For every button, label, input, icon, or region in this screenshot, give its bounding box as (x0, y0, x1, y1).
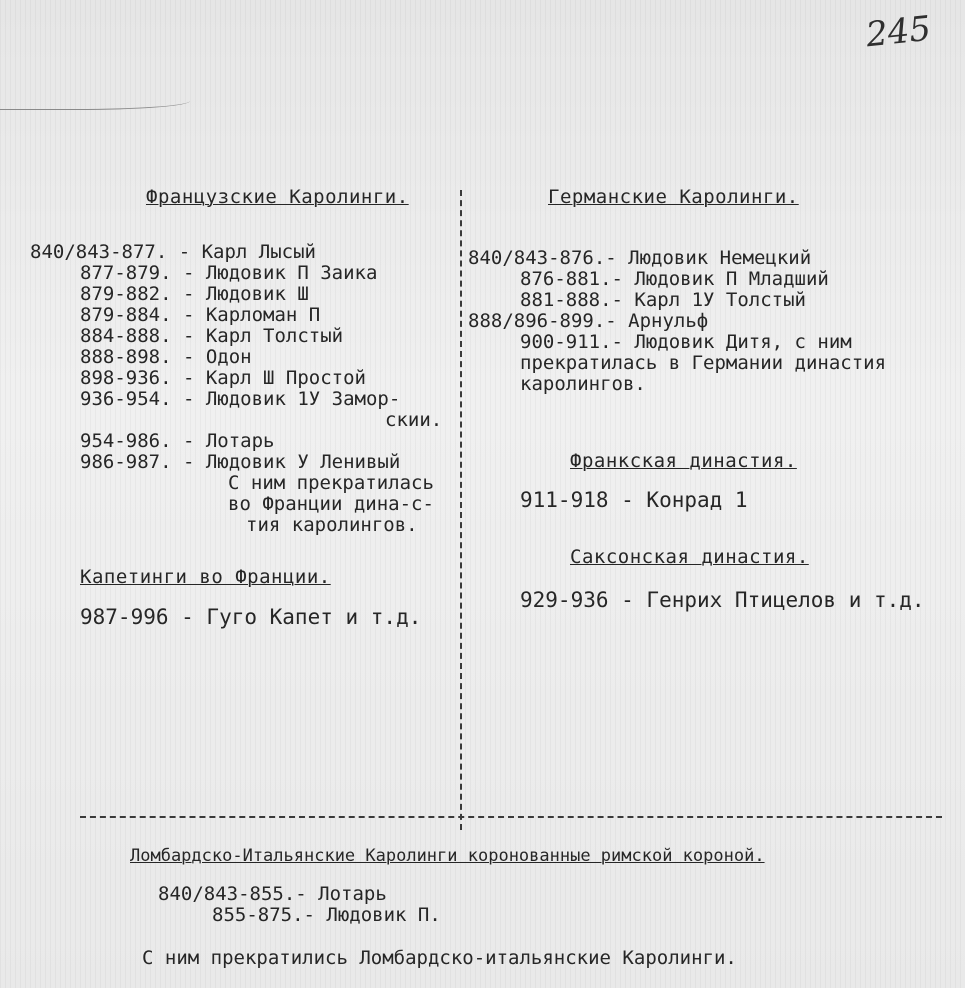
german-entry: 888/896-899.- Арнульф (468, 310, 709, 332)
french-entry: 884-888. - Карл Толстый (80, 325, 344, 347)
french-entry-continuation: тия каролингов. (246, 514, 418, 536)
french-entry: 840/843-877. - Карл Лысый (30, 241, 316, 263)
capetians-entry: 987-996 - Гуго Капет и т.д. (80, 605, 422, 629)
lombard-entry: 840/843-855.- Лотарь (158, 883, 387, 905)
lombard-entry: 855-875.- Людовик П. (212, 904, 441, 926)
french-entry: 888-898. - Одон (80, 346, 252, 368)
german-entry-continuation: прекратилась в Германии династия (520, 352, 887, 374)
saxon-dynasty-entry: 929-936 - Генрих Птицелов и т.д. (520, 588, 925, 612)
german-entry: 840/843-876.- Людовик Немецкий (468, 247, 812, 269)
french-entry: 879-884. - Карломан П (80, 304, 321, 326)
page-number: 245 (864, 8, 933, 56)
french-entry: 986-987. - Людовик У Ленивый (80, 451, 401, 473)
german-entry: 881-888.- Карл 1У Толстый (520, 289, 806, 311)
frankish-dynasty-entry: 911-918 - Конрад 1 (520, 488, 748, 512)
french-entry: 954-986. - Лотарь (80, 430, 275, 452)
lombard-footer-note: С ним прекратились Ломбардско-итальянские Каролинги. (142, 947, 737, 969)
german-carolingians-heading: Германские Каролинги. (548, 186, 799, 208)
french-entry: 879-882. - Людовик Ш (80, 283, 309, 305)
horizontal-divider (80, 816, 942, 818)
french-entry: 936-954. - Людовик 1У Замор- (80, 388, 401, 410)
french-entry-continuation: С ним прекратилась (228, 472, 434, 494)
french-entry: 877-879. - Людовик П Заика (80, 262, 378, 284)
capetians-heading: Капетинги во Франции. (80, 566, 331, 588)
french-entry-continuation: во Франции дина-с- (228, 493, 434, 515)
german-entry: 876-881.- Людовик П Младший (520, 268, 829, 290)
french-carolingians-heading: Французские Каролинги. (146, 186, 409, 208)
lombard-carolingians-heading: Ломбардско-Итальянские Каролинги коронованные римской короной. (130, 846, 765, 866)
frankish-dynasty-heading: Франкская династия. (570, 450, 797, 472)
vertical-divider (460, 190, 462, 830)
french-entry: 898-936. - Карл Ш Простой (80, 367, 366, 389)
paper-tear-edge (0, 95, 190, 110)
german-entry-continuation: каролингов. (520, 373, 646, 395)
german-entry: 900-911.- Людовик Дитя, с ним (520, 331, 852, 353)
french-entry-continuation: скии. (385, 409, 443, 431)
saxon-dynasty-heading: Саксонская династия. (570, 546, 809, 568)
